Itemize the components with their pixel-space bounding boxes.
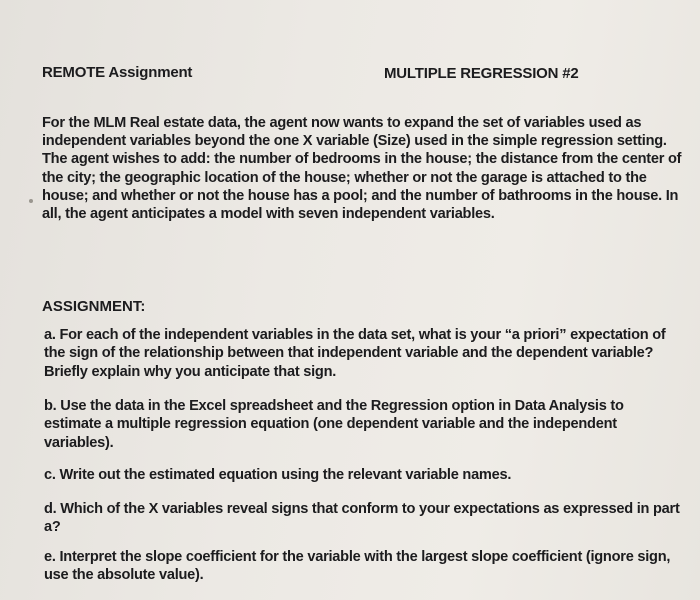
question-a: a. For each of the independent variables in the data set, what is your “a priori” expectation of the sign of the relationship between that independent variable and the dependent variable? Briefly explain why you anticipate that sign. — [44, 327, 666, 380]
question-e: e. Interpret the slope coefficient for the variable with the largest slope coefficient (ignore sign, use the absolute value). — [44, 549, 671, 584]
margin-mark — [29, 199, 33, 203]
intro-paragraph: For the MLM Real estate data, the agent now wants to expand the set of variables used as independent variables beyond the one X variable (Size) used in the simple regression setting. The agent wishes to add: the number of bedrooms in the house; the distance from the center of the city; the geographic location of the house; whether or not the garage is attached to the house; and whether or not the house has a pool; and the number of bathrooms in the house. In all, the agent anticipates a model with seven independent variables. — [42, 115, 682, 223]
assignment-subtitle: MULTIPLE REGRESSION #2 — [384, 65, 579, 82]
question-b: b. Use the data in the Excel spreadsheet and the Regression option in Data Analysis to estimate a multiple regression equation (one dependent variable and the independent variables). — [44, 398, 624, 451]
question-c: c. Write out the estimated equation using the relevant variable names. — [44, 467, 512, 483]
assignment-heading: ASSIGNMENT: — [42, 298, 146, 315]
question-d: d. Which of the X variables reveal signs that conform to your expectations as expressed in part a? — [44, 501, 680, 536]
assignment-title: REMOTE Assignment — [42, 64, 193, 81]
